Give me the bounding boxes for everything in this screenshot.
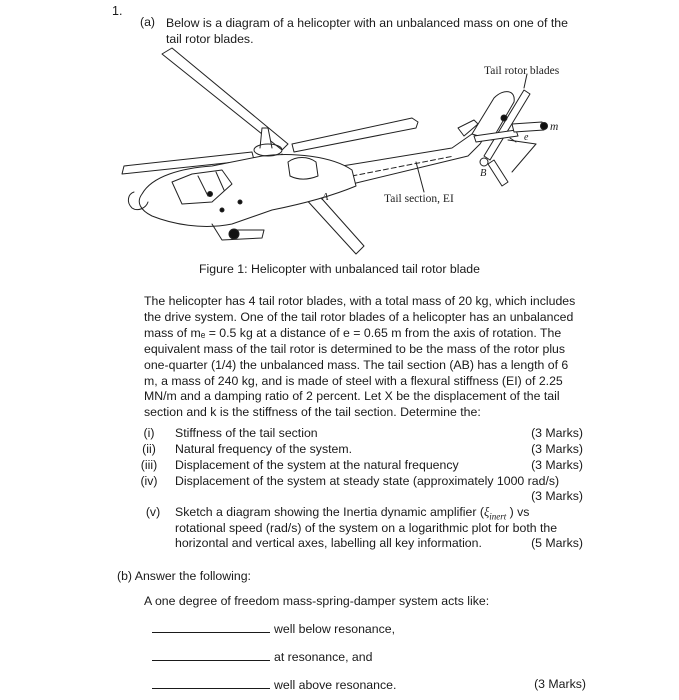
sub-question-iii: [0, 458, 679, 474]
blank-suffix: well below resonance,: [274, 622, 395, 636]
answer-blank[interactable]: [152, 649, 270, 661]
sub-question-v-line2: rotational speed (rad/s) of the system on a logarithmic plot for both the: [175, 520, 558, 535]
sub-question-marks: (3 Marks): [531, 489, 583, 503]
blank-row-below-resonance: [152, 621, 395, 636]
sub-question-marks: (5 Marks): [531, 536, 583, 550]
paragraph-line: The helicopter has 4 tail rotor blades, with a total mass of 20 kg, which includes: [144, 294, 576, 308]
part-b-prompt: A one degree of freedom mass-spring-damper system acts like:: [144, 594, 490, 608]
sub-question-marks: (3 Marks): [531, 442, 583, 456]
paragraph-line: one-quarter (1/4) the unbalanced mass. The tail section (AB) has a length of 6: [144, 357, 569, 372]
part-b-label: (b) Answer the following:: [117, 569, 251, 583]
sub-question-marks: (3 Marks): [531, 426, 583, 440]
sub-question-text: Displacement of the system at the natural frequency: [175, 458, 459, 472]
part-a-label: (a): [140, 15, 156, 29]
question-number: 1.: [112, 4, 123, 18]
label-tail-rotor-blades: Tail rotor blades: [484, 65, 560, 77]
sub-question-v-line1-text: Sketch a diagram showing the Inertia dynamic amplifier (: [175, 505, 484, 519]
part-a-intro-line1: Below is a diagram of a helicopter with an unbalanced mass on one of the: [166, 16, 568, 30]
sub-question-v-line3: horizontal and vertical axes, labelling all key information.: [175, 536, 482, 550]
sub-question-number: (v): [145, 505, 161, 519]
sub-question-v-line1-end: ) vs: [506, 505, 530, 519]
problem-paragraph: [144, 294, 594, 421]
label-point-a: A: [322, 192, 329, 203]
sub-question-v: [0, 505, 679, 553]
answer-blank[interactable]: [152, 621, 270, 633]
paragraph-line: the drive system. One of the tail rotor blades of a helicopter has an unbalanced: [144, 309, 574, 324]
paragraph-line: m, a mass of 240 kg, and is made of steel with a flexural stiffness (EI) of 2.25: [144, 373, 563, 388]
label-eccentricity: e: [524, 132, 529, 143]
label-point-b: B: [480, 168, 487, 179]
xi-symbol: ξ: [483, 505, 490, 519]
paragraph-line: mass of mₑ = 0.5 kg at a distance of e = 0.65 m from the axis of rotation. The: [144, 325, 562, 340]
sub-question-ii: [0, 442, 679, 458]
sub-question-text: Displacement of the system at steady state (approximately 1000 rad/s): [175, 474, 560, 488]
helicopter-figure: [112, 44, 582, 256]
part-a-intro-line2: tail rotor blades.: [166, 32, 254, 46]
helicopter-diagram-icon: [112, 44, 582, 256]
part-a-intro: [166, 15, 596, 47]
xi-subscript: inert: [489, 511, 507, 522]
figure-caption: Figure 1: Helicopter with unbalanced tail rotor blade: [199, 262, 480, 276]
label-mass: m: [550, 121, 559, 133]
answer-blank[interactable]: [152, 677, 270, 689]
sub-question-number: (iii): [140, 458, 158, 472]
sub-question-number: (i): [143, 426, 155, 440]
paragraph-line: equivalent mass of the tail rotor is determined to be the mass of the rotor plus: [144, 341, 566, 356]
blank-row-above-resonance: [152, 677, 396, 692]
sub-question-iv: [0, 474, 679, 506]
sub-question-i: [0, 426, 679, 442]
paragraph-line: section and k is the stiffness of the tail section. Determine the:: [144, 405, 481, 420]
blank-suffix: at resonance, and: [274, 650, 373, 664]
sub-question-text: Stiffness of the tail section: [175, 426, 318, 440]
sub-question-text: Natural frequency of the system.: [175, 442, 353, 456]
paragraph-line: MN/m and a damping ratio of 2 percent. Let X be the displacement of the tail: [144, 389, 560, 404]
blank-suffix: well above resonance.: [274, 678, 397, 692]
sub-question-marks: (3 Marks): [531, 458, 583, 472]
label-tail-section: Tail section, EI: [384, 193, 454, 205]
sub-question-number: (ii): [142, 442, 156, 456]
sub-question-number: (iv): [140, 474, 158, 488]
part-b-marks: (3 Marks): [534, 677, 586, 691]
blank-row-at-resonance: [152, 649, 372, 664]
